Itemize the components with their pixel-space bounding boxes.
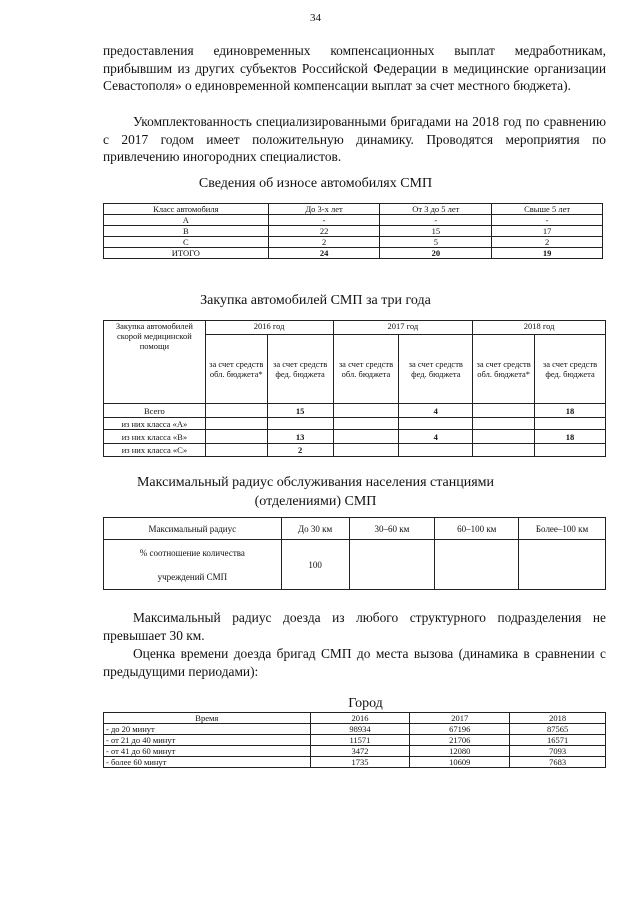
table-cell: 19 [492, 248, 603, 259]
table-cell: 22 [268, 226, 380, 237]
paragraph-4: Оценка времени доезда бригад СМП до места вызова (динамика в сравнении с предыдущими периодами): [103, 646, 606, 679]
table-cell: из них класса «А» [104, 418, 206, 430]
table-cell: 15 [267, 404, 333, 418]
table-cell [435, 540, 519, 590]
header-cell: за счет средств фед. бюджета [399, 335, 473, 404]
header-cell: 30–60 км [349, 518, 435, 540]
table-cell [519, 540, 606, 590]
table4-title: Город [348, 696, 383, 711]
row-label-line: % соотношение количества [139, 547, 245, 558]
table-cell: - от 41 до 60 минут [104, 746, 311, 757]
table-cell [473, 418, 535, 430]
table-cell: 10609 [410, 757, 510, 768]
table-row [104, 215, 603, 226]
table-cell [267, 418, 333, 430]
vehicle-wear-table [103, 203, 603, 259]
table-row [104, 237, 603, 248]
header-cell: Максимальный радиус [104, 518, 282, 540]
header-cell: Время [104, 713, 311, 724]
table-cell [535, 418, 606, 430]
header-cell: Свыше 5 лет [492, 204, 603, 215]
table-cell: 2 [492, 237, 603, 248]
table-row [104, 735, 606, 746]
table-row [104, 540, 606, 590]
table-cell: 21706 [410, 735, 510, 746]
table-header-row [104, 204, 603, 215]
table-cell: 1735 [310, 757, 410, 768]
table-cell: 24 [268, 248, 380, 259]
table-cell: 11571 [310, 735, 410, 746]
table-total-row [104, 248, 603, 259]
table-cell: A [104, 215, 269, 226]
table-cell: Всего [104, 404, 206, 418]
table-cell: 18 [535, 404, 606, 418]
header-cell: До 30 км [281, 518, 349, 540]
row-label-cell [104, 540, 282, 590]
header-year-cell: 2017 год [333, 321, 473, 335]
table-cell: из них класса «В» [104, 430, 206, 444]
table-row [104, 444, 606, 457]
table-cell [473, 444, 535, 457]
header-cell: 2017 [410, 713, 510, 724]
table-cell [399, 444, 473, 457]
table-row [104, 757, 606, 768]
table-cell [349, 540, 435, 590]
paragraph-3: Максимальный радиус доезда из любого структурного подразделения не превышает 30 км. [103, 610, 606, 643]
table-cell: 12080 [410, 746, 510, 757]
table3-title-line1: Максимальный радиус обслуживания населения станциями [136, 475, 494, 490]
table1-title: Сведения об износе автомобилях СМП [198, 176, 433, 191]
table-cell: - от 21 до 40 минут [104, 735, 311, 746]
table-cell [473, 404, 535, 418]
table-cell: 87565 [510, 724, 606, 735]
arrival-time-table [103, 712, 606, 768]
table-row [104, 226, 603, 237]
table-cell [473, 430, 535, 444]
table-row [104, 404, 606, 418]
table-cell: - [492, 215, 603, 226]
table-cell: 2 [267, 444, 333, 457]
table-header-row [104, 713, 606, 724]
header-cell: за счет средств фед. бюджета [535, 335, 606, 404]
table-cell [205, 444, 267, 457]
table-cell: 4 [399, 430, 473, 444]
table-header-row [104, 321, 606, 335]
table-cell: - до 20 минут [104, 724, 311, 735]
table-cell: 13 [267, 430, 333, 444]
table-row [104, 418, 606, 430]
header-corner-cell: Закупка автомобилей скорой медицинской помощи [104, 321, 206, 404]
table-cell [333, 404, 399, 418]
table-cell [205, 430, 267, 444]
table-cell: 15 [380, 226, 492, 237]
table-cell: 3472 [310, 746, 410, 757]
table2-title: Закупка автомобилей СМП за три года [200, 293, 431, 308]
table-cell: - более 60 минут [104, 757, 311, 768]
header-year-cell: 2016 год [205, 321, 333, 335]
header-cell: От 3 до 5 лет [380, 204, 492, 215]
table-cell: - [380, 215, 492, 226]
page-number: 34 [310, 12, 321, 24]
row-label-line: учреждений СМП [157, 571, 228, 582]
table-cell [205, 404, 267, 418]
table-cell [399, 418, 473, 430]
table-cell: 18 [535, 430, 606, 444]
table-cell [535, 444, 606, 457]
header-cell: До 3-х лет [268, 204, 380, 215]
table-row [104, 724, 606, 735]
header-cell: за счет средств обл. бюджета [333, 335, 399, 404]
table-cell: 7093 [510, 746, 606, 757]
header-cell: 2018 [510, 713, 606, 724]
vehicle-purchase-table [103, 320, 606, 457]
header-year-cell: 2018 год [473, 321, 606, 335]
table-cell [333, 418, 399, 430]
table-cell [205, 418, 267, 430]
table-cell [333, 430, 399, 444]
table-row [104, 746, 606, 757]
table-cell: 2 [268, 237, 380, 248]
header-cell: за счет средств обл. бюджета* [473, 335, 535, 404]
table-cell: 98934 [310, 724, 410, 735]
header-cell: за счет средств обл. бюджета* [205, 335, 267, 404]
table-cell: B [104, 226, 269, 237]
table-cell: - [268, 215, 380, 226]
table-cell: ИТОГО [104, 248, 269, 259]
table-cell: 67196 [410, 724, 510, 735]
header-cell: 60–100 км [435, 518, 519, 540]
table-cell: 7683 [510, 757, 606, 768]
table-row [104, 430, 606, 444]
table-cell [333, 444, 399, 457]
table3-title-line2: (отделениями) СМП [254, 494, 377, 509]
paragraph-1: предоставления единовременных компенсационных выплат медработникам, прибывшим из других субъектов Российской Федерации в медицинские организации Севастополя» о единовременной компенсации выплат за счет местного бюджета). [103, 43, 606, 94]
table-cell: 5 [380, 237, 492, 248]
table-cell: 17 [492, 226, 603, 237]
header-cell: Класс автомобиля [104, 204, 269, 215]
table-cell: 100 [281, 540, 349, 590]
header-cell: за счет средств фед. бюджета [267, 335, 333, 404]
header-cell: Более–100 км [519, 518, 606, 540]
header-cell: 2016 [310, 713, 410, 724]
paragraph-2: Укомплектованность специализированными бригадами на 2018 год по сравнению с 2017 годом имеет положительную динамику. Проводятся мероприятия по привлечению иногородних специалистов. [103, 114, 606, 165]
table-cell: 20 [380, 248, 492, 259]
table-cell: 4 [399, 404, 473, 418]
table-cell: C [104, 237, 269, 248]
table-cell: из них класса «С» [104, 444, 206, 457]
table-header-row [104, 518, 606, 540]
service-radius-table [103, 517, 606, 590]
table-cell: 16571 [510, 735, 606, 746]
